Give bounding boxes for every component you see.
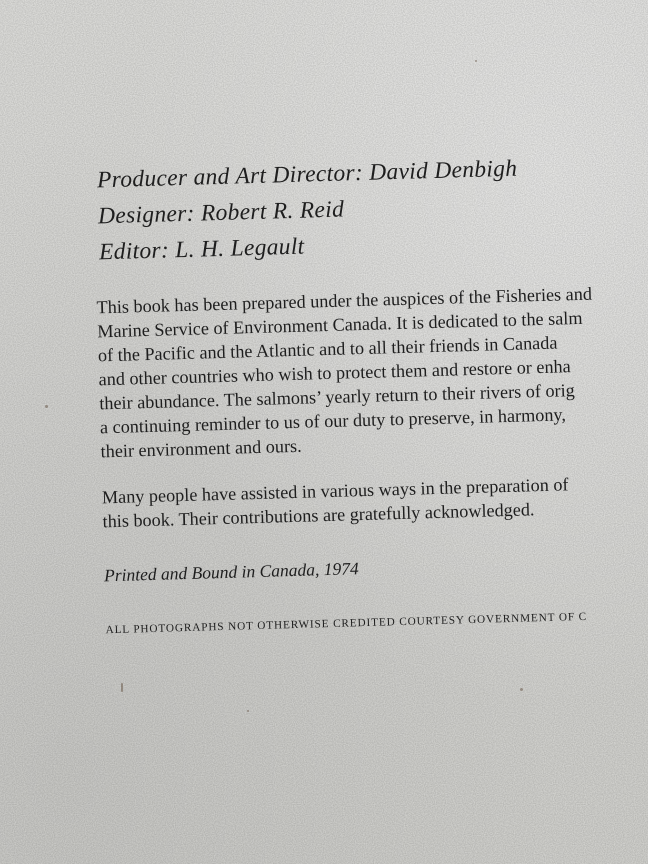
dedication-line: and other countries who wish to protect them and restore or enha xyxy=(98,356,571,390)
acknowledgement-line: Many people have assisted in various ways in the preparation of xyxy=(101,474,569,508)
dedication-line: their abundance. The salmons’ yearly return to their rivers of orig xyxy=(99,380,575,414)
editor-credit: Editor: L. H. Legault xyxy=(98,233,305,266)
photo-credit: ALL PHOTOGRAPHS NOT OTHERWISE CREDITED COURTESY GOVERNMENT OF C xyxy=(105,610,588,637)
printed-in-canada: Printed and Bound in Canada, 1974 xyxy=(103,558,360,586)
dedication-line: This book has been prepared under the auspices of the Fisheries and xyxy=(96,283,593,318)
dedication-line: a continuing reminder to us of our duty to preserve, in harmony, xyxy=(99,404,567,438)
dedication-line: of the Pacific and the Atlantic and to all their friends in Canada xyxy=(97,332,558,366)
dedication-line: their environment and ours. xyxy=(100,435,302,462)
designer-credit: Designer: Robert R. Reid xyxy=(97,196,345,230)
dedication-line: Marine Service of Environment Canada. It is dedicated to the salm xyxy=(97,307,583,342)
acknowledgement-line: this book. Their contributions are gratefully acknowledged. xyxy=(102,499,535,532)
producer-credit: Producer and Art Director: David Denbigh xyxy=(96,155,518,194)
